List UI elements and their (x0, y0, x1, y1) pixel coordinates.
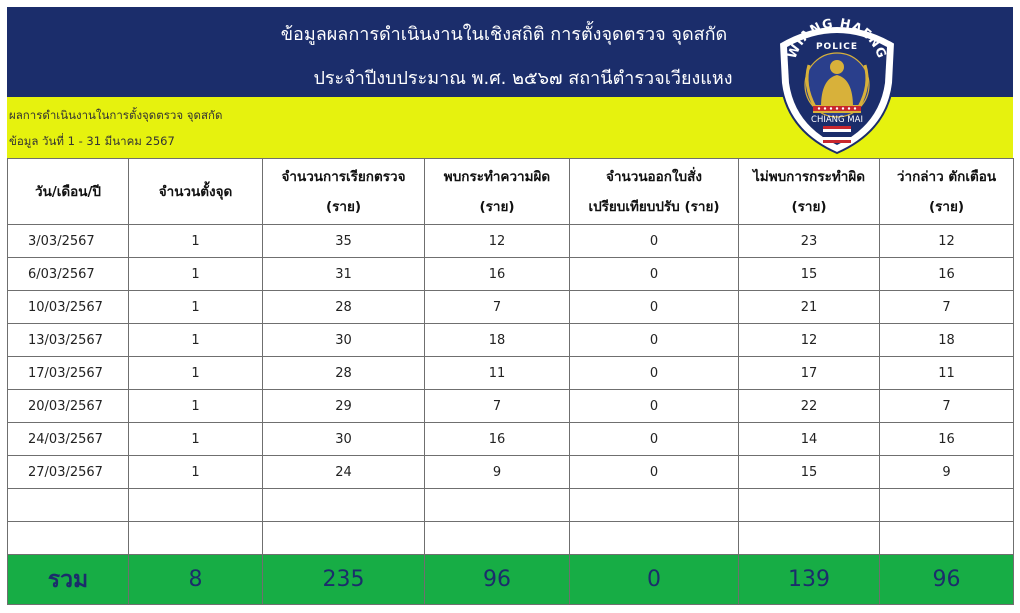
cell-warnings: 9 (880, 456, 1014, 489)
cell-no-violation: 17 (739, 357, 880, 390)
cell-inspections (263, 522, 425, 555)
column-header-date: วัน/เดือน/ปี (8, 159, 129, 225)
total-fines: 0 (570, 555, 739, 605)
logo-text-bottom: CHIANG MAI (811, 115, 863, 125)
cell-fines: 0 (570, 357, 739, 390)
cell-violations: 16 (425, 423, 570, 456)
cell-date: 24/03/2567 (8, 423, 129, 456)
cell-date (8, 522, 129, 555)
cell-checkpoints: 1 (129, 225, 263, 258)
cell-no-violation (739, 489, 880, 522)
cell-checkpoints: 1 (129, 456, 263, 489)
table-row (8, 324, 1014, 357)
cell-checkpoints (129, 522, 263, 555)
table-row-empty (8, 489, 1014, 522)
cell-date: 13/03/2567 (8, 324, 129, 357)
table-row (8, 456, 1014, 489)
cell-no-violation: 22 (739, 390, 880, 423)
logo-text-mid: POLICE (815, 42, 859, 52)
statistics-sheet (7, 7, 1013, 607)
cell-inspections: 24 (263, 456, 425, 489)
cell-date: 10/03/2567 (8, 291, 129, 324)
cell-inspections: 28 (263, 291, 425, 324)
table-row (8, 423, 1014, 456)
checkpoint-statistics-table (7, 158, 1014, 605)
cell-checkpoints: 1 (129, 324, 263, 357)
cell-warnings: 11 (880, 357, 1014, 390)
column-header-no-violation: ไม่พบการกระทำผิด (ราย) (739, 159, 880, 225)
cell-warnings: 16 (880, 258, 1014, 291)
police-badge-logo (775, 13, 899, 155)
cell-violations: 9 (425, 456, 570, 489)
cell-warnings: 12 (880, 225, 1014, 258)
cell-warnings: 18 (880, 324, 1014, 357)
cell-fines: 0 (570, 291, 739, 324)
cell-fines: 0 (570, 258, 739, 291)
cell-fines (570, 522, 739, 555)
cell-warnings (880, 522, 1014, 555)
cell-warnings (880, 489, 1014, 522)
cell-no-violation: 21 (739, 291, 880, 324)
table-header-row (8, 159, 1014, 225)
cell-checkpoints: 1 (129, 423, 263, 456)
total-label: รวม (8, 555, 129, 605)
total-checkpoints: 8 (129, 555, 263, 605)
cell-fines: 0 (570, 423, 739, 456)
total-inspections: 235 (263, 555, 425, 605)
column-header-violations: พบกระทำความผิด (ราย) (425, 159, 570, 225)
cell-violations: 16 (425, 258, 570, 291)
cell-no-violation: 23 (739, 225, 880, 258)
cell-violations: 7 (425, 390, 570, 423)
column-header-checkpoints: จำนวนตั้งจุด (129, 159, 263, 225)
cell-warnings: 7 (880, 390, 1014, 423)
cell-date: 27/03/2567 (8, 456, 129, 489)
cell-checkpoints (129, 489, 263, 522)
page-subtitle: ประจำปีงบประมาณ พ.ศ. ๒๕๖๗ สถานีตำรวจเวียงแหง (313, 68, 733, 89)
cell-warnings: 7 (880, 291, 1014, 324)
cell-inspections: 30 (263, 423, 425, 456)
cell-inspections (263, 489, 425, 522)
cell-no-violation (739, 522, 880, 555)
cell-inspections: 28 (263, 357, 425, 390)
table-row (8, 357, 1014, 390)
cell-violations: 7 (425, 291, 570, 324)
total-warnings: 96 (880, 555, 1014, 605)
table-row (8, 390, 1014, 423)
cell-violations: 12 (425, 225, 570, 258)
cell-checkpoints: 1 (129, 357, 263, 390)
cell-inspections: 35 (263, 225, 425, 258)
page-title: ข้อมูลผลการดำเนินงานในเชิงสถิติ การตั้งจุดตรวจ จุดสกัด (280, 24, 728, 45)
cell-violations (425, 522, 570, 555)
cell-violations: 11 (425, 357, 570, 390)
cell-date: 20/03/2567 (8, 390, 129, 423)
table-row (8, 225, 1014, 258)
column-header-inspections: จำนวนการเรียกตรวจ (ราย) (263, 159, 425, 225)
cell-no-violation: 15 (739, 258, 880, 291)
report-description: ผลการดำเนินงานในการตั้งจุดตรวจ จุดสกัด (9, 108, 223, 122)
column-header-warnings: ว่ากล่าว ตักเตือน (ราย) (880, 159, 1014, 225)
cell-date: 17/03/2567 (8, 357, 129, 390)
cell-checkpoints: 1 (129, 390, 263, 423)
thai-flag-icon (823, 126, 851, 143)
cell-inspections: 30 (263, 324, 425, 357)
cell-no-violation: 15 (739, 456, 880, 489)
total-no-violation: 139 (739, 555, 880, 605)
cell-inspections: 29 (263, 390, 425, 423)
cell-fines: 0 (570, 225, 739, 258)
cell-violations: 18 (425, 324, 570, 357)
table-total-row (8, 555, 1014, 605)
cell-date (8, 489, 129, 522)
table-row-empty (8, 522, 1014, 555)
logo-text-top: WIANG HAENG (783, 15, 891, 61)
cell-fines: 0 (570, 324, 739, 357)
table-row (8, 291, 1014, 324)
cell-checkpoints: 1 (129, 291, 263, 324)
cell-fines: 0 (570, 390, 739, 423)
cell-violations (425, 489, 570, 522)
cell-fines: 0 (570, 456, 739, 489)
report-date-range: ข้อมูล วันที่ 1 - 31 มีนาคม 2567 (9, 134, 175, 148)
column-header-fines: จำนวนออกใบสั่ง เปรียบเทียบปรับ (ราย) (570, 159, 739, 225)
cell-date: 3/03/2567 (8, 225, 129, 258)
cell-inspections: 31 (263, 258, 425, 291)
table-row (8, 258, 1014, 291)
cell-no-violation: 14 (739, 423, 880, 456)
cell-warnings: 16 (880, 423, 1014, 456)
cell-no-violation: 12 (739, 324, 880, 357)
cell-date: 6/03/2567 (8, 258, 129, 291)
cell-checkpoints: 1 (129, 258, 263, 291)
cell-fines (570, 489, 739, 522)
total-violations: 96 (425, 555, 570, 605)
